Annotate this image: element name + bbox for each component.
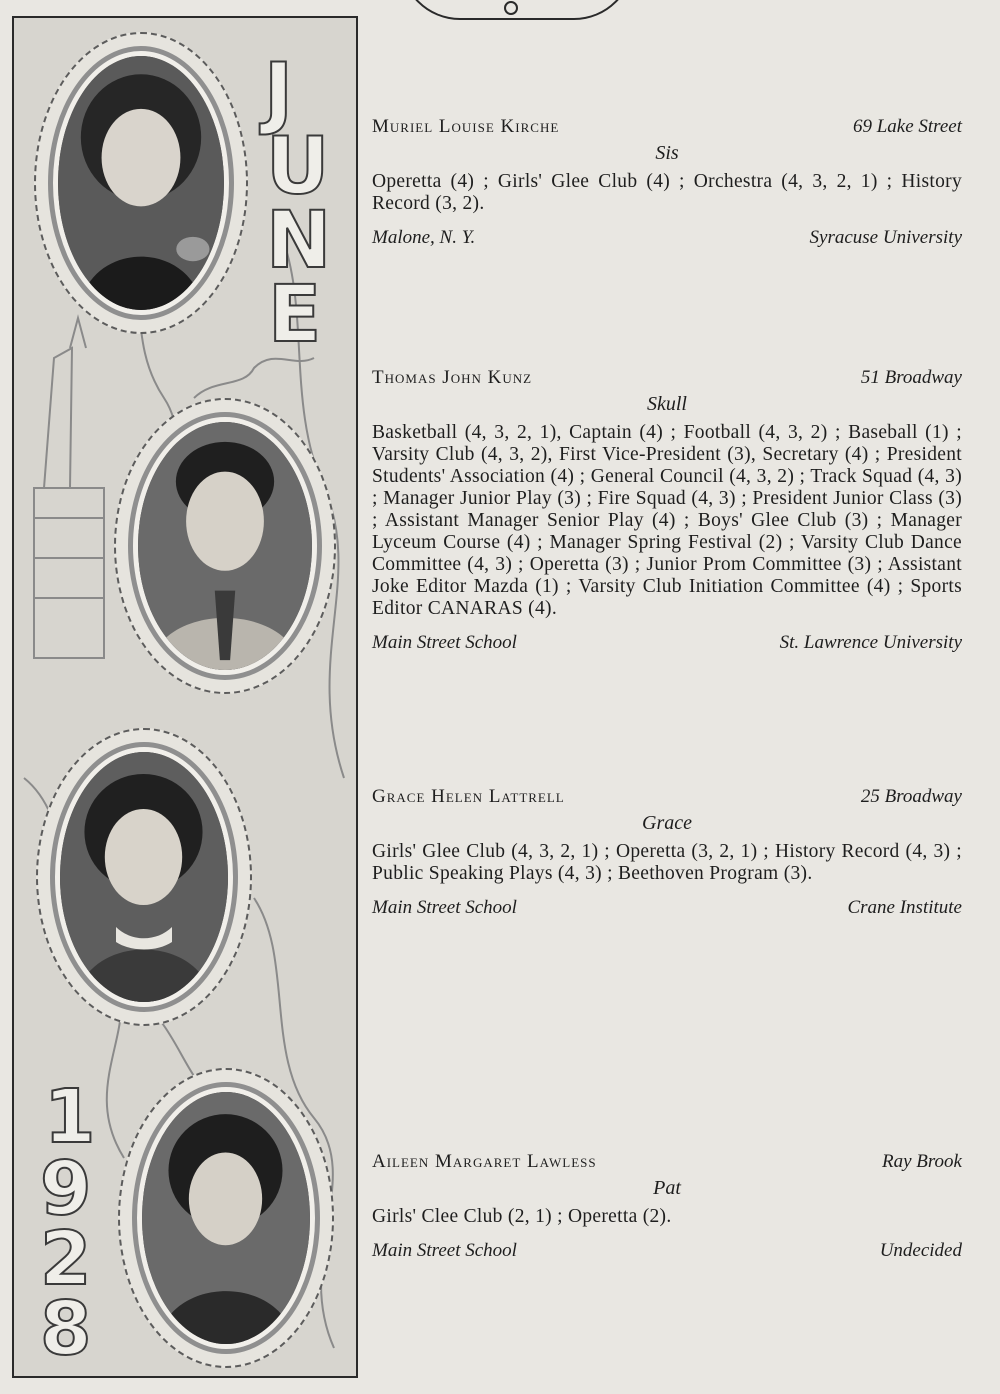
student-nickname: Grace: [642, 812, 692, 834]
student-activities: Operetta (4) ; Girls' Glee Club (4) ; Orchestra (4, 3, 2, 1) ; History Record (3, 2).: [372, 171, 962, 214]
decorative-side-panel: [12, 16, 358, 1378]
name-row: [372, 367, 962, 389]
student-entry-kunz: [372, 367, 962, 654]
from-school: Main Street School: [372, 1240, 517, 1261]
banner-digit-9: 9: [40, 1146, 92, 1232]
foot-row: [372, 632, 962, 654]
banner-digit-1: 1: [44, 1074, 96, 1160]
student-nickname: Pat: [653, 1177, 681, 1199]
student-name: Aileen Margaret Lawless: [372, 1151, 597, 1172]
from-school: Main Street School: [372, 632, 517, 653]
portrait-photo-lattrell: [60, 752, 228, 1002]
student-name: Thomas John Kunz: [372, 367, 533, 388]
banner-digit-2: 2: [40, 1216, 92, 1302]
foot-row: [372, 227, 962, 249]
student-address: 51 Broadway: [860, 367, 962, 388]
destination: Syracuse University: [809, 227, 962, 248]
destination: Undecided: [879, 1240, 962, 1261]
name-row: [372, 786, 962, 808]
portrait-photo-kunz: [138, 422, 312, 670]
portrait-frame-kunz: [114, 398, 336, 694]
portrait-photo-kirche: [58, 56, 224, 310]
student-nickname: Skull: [647, 393, 687, 415]
student-entry-lattrell: [372, 786, 962, 919]
student-entries: [372, 0, 972, 1394]
portrait-photo-lawless: [142, 1092, 310, 1344]
destination: St. Lawrence University: [779, 632, 962, 653]
banner-digit-8: 8: [40, 1286, 92, 1372]
student-entry-kirche: [372, 116, 962, 249]
portrait-frame-lawless: [118, 1068, 334, 1368]
student-name: Muriel Louise Kirche: [372, 116, 560, 137]
destination: Crane Institute: [847, 897, 962, 918]
student-entry-lawless: [372, 1151, 962, 1262]
portrait-frame-kirche: [34, 32, 248, 334]
student-address: Ray Brook: [881, 1151, 962, 1172]
foot-row: [372, 1240, 962, 1262]
banner-letter-j: J: [264, 48, 294, 138]
student-address: 69 Lake Street: [852, 116, 962, 137]
student-address: 25 Broadway: [860, 786, 962, 807]
foot-row: [372, 897, 962, 919]
portrait-frame-lattrell: [36, 728, 252, 1026]
student-name: Grace Helen Lattrell: [372, 786, 565, 807]
banner-letter-n: N: [266, 196, 332, 286]
name-row: [372, 1151, 962, 1173]
banner-letter-e: E: [268, 270, 322, 360]
student-nickname: Sis: [655, 142, 679, 164]
banner-letter-u: U: [266, 122, 330, 212]
from-school: Malone, N. Y.: [372, 227, 476, 248]
name-row: [372, 116, 962, 138]
student-activities: Basketball (4, 3, 2, 1), Captain (4) ; Football (4, 3, 2) ; Baseball (1) ; Varsity Club (4, 3, 2), First Vice-President (3), Secretary (4) ; President Students' Association (4) ; General Council (4, 3, 2) ; Track Squad (4, 3) ; Manager Junior Play (3) ; Fire Squad (4, 3) ; President Junior Class (3) ; Assistant Manager Senior Play (4) ; Boys' Glee Club (3) ; Manager Lyceum Course (4) ; Manager Spring Festival (2) ; Varsity Club Dance Committee (4, 3) ; Operetta (3) ; Junior Prom Committee (3) ; Assistant Joke Editor Mazda (1) ; Varsity Club Initiation Committee (4) ; Sports Editor CANARAS (4).: [372, 422, 962, 619]
student-activities: Girls' Clee Club (2, 1) ; Operetta (2).: [372, 1206, 672, 1227]
from-school: Main Street School: [372, 897, 517, 918]
student-activities: Girls' Glee Club (4, 3, 2, 1) ; Operetta (3, 2, 1) ; History Record (4, 3) ; Public Speaking Plays (4, 3) ; Beethoven Program (3).: [372, 841, 962, 884]
